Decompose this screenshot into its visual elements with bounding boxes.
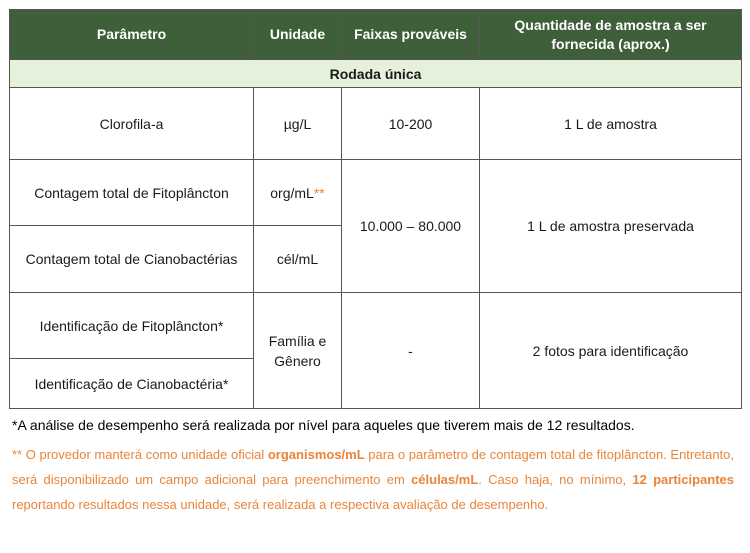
footnote-text: reportando resultados nessa unidade, será realizada a respectiva avaliação de desempenho. (12, 497, 549, 512)
footnote-text: para o parâmetro de contagem total de fitoplâncton. Entretanto, será disponibilizado um campo adicional para preenchimento em (12, 447, 734, 487)
cell-faixa-merged: - (342, 293, 480, 409)
table-row (10, 160, 742, 226)
cell-unidade: cél/mL (254, 226, 342, 293)
header-quantidade: Quantidade de amostra a ser fornecida (aprox.) (480, 10, 742, 60)
unit-text: org/mL (270, 184, 314, 201)
header-unidade: Unidade (254, 10, 342, 60)
header-parametro: Parâmetro (10, 10, 254, 60)
cell-parametro: Identificação de Fitoplâncton* (10, 293, 254, 359)
footnote-marker: ** (12, 447, 23, 462)
footnote-desempenho: *A análise de desempenho será realizada por nível para aqueles que tiverem mais de 12 resultados. (12, 417, 635, 433)
cell-parametro: Contagem total de Fitoplâncton (10, 160, 254, 226)
parameters-table-container (9, 9, 741, 409)
cell-faixa-merged: 10.000 – 80.000 (342, 160, 480, 293)
cell-unidade (254, 160, 342, 226)
header-faixas: Faixas prováveis (342, 10, 480, 60)
unit-footnote-mark: ** (313, 184, 325, 201)
section-row (10, 60, 742, 88)
cell-unidade: µg/L (254, 88, 342, 160)
cell-unidade-merged: Família e Gênero (254, 293, 342, 409)
cell-parametro: Clorofila-a (10, 88, 254, 160)
footnote-unidade-oficial (12, 442, 734, 517)
section-label: Rodada única (10, 60, 742, 88)
footnote-text: O provedor manterá como unidade oficial (22, 447, 268, 462)
table-row (10, 88, 742, 160)
table-header-row (10, 10, 742, 60)
table-row (10, 293, 742, 359)
footnote-bold-term: organismos/mL (267, 447, 365, 462)
cell-parametro: Identificação de Cianobactéria* (10, 359, 254, 409)
parameters-table (9, 9, 742, 409)
cell-quantidade-merged: 2 fotos para identificação (480, 293, 742, 409)
cell-quantidade-merged: 1 L de amostra preservada (480, 160, 742, 293)
cell-quantidade: 1 L de amostra (480, 88, 742, 160)
footnote-text: . Caso haja, no mínimo, (478, 472, 633, 487)
cell-parametro: Contagem total de Cianobactérias (10, 226, 254, 293)
footnote-bold-term: 12 participantes (632, 472, 735, 487)
cell-faixa: 10-200 (342, 88, 480, 160)
footnote-bold-term: células/mL (411, 472, 479, 487)
